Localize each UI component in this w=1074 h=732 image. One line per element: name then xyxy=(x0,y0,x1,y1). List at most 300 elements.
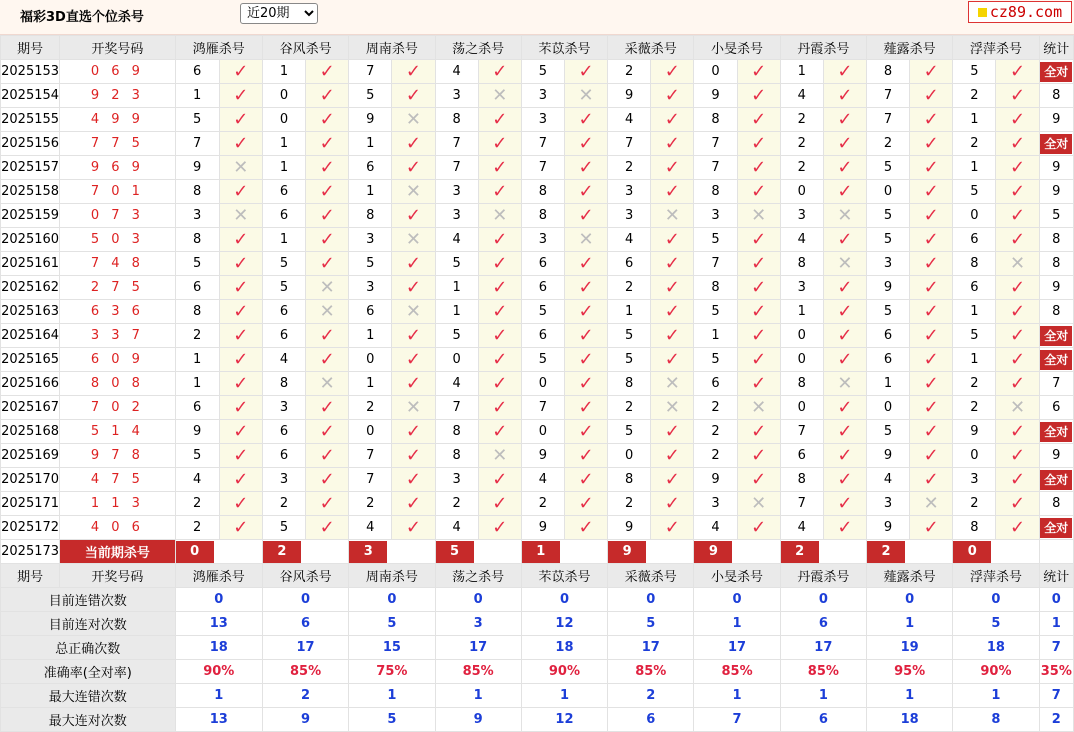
result-mark-cell xyxy=(737,372,780,396)
kill-number-cell: 2 xyxy=(608,492,651,516)
kill-number-cell: 6 xyxy=(694,372,737,396)
column-header: 浮萍杀号 xyxy=(953,36,1039,60)
kill-number-cell: 7 xyxy=(867,108,910,132)
kill-number-cell: 3 xyxy=(435,180,478,204)
check-mark-icon: ✓ xyxy=(233,252,249,274)
result-mark-cell xyxy=(651,252,694,276)
result-mark-cell xyxy=(996,468,1039,492)
table-row xyxy=(1,132,1074,156)
result-mark-cell xyxy=(737,444,780,468)
stat-value: 17 xyxy=(435,636,521,660)
stat-value: 5 xyxy=(349,612,435,636)
stat-cell xyxy=(1039,132,1073,156)
kill-number-cell: 5 xyxy=(694,228,737,252)
kill-number-cell: 2 xyxy=(953,492,996,516)
result-mark-cell xyxy=(996,156,1039,180)
result-mark-cell xyxy=(306,84,349,108)
kill-number-cell: 7 xyxy=(521,396,564,420)
check-mark-icon: ✓ xyxy=(578,60,594,82)
check-mark-icon: ✓ xyxy=(751,300,767,322)
table-row xyxy=(1,516,1074,540)
check-mark-icon: ✓ xyxy=(837,156,853,178)
check-mark-icon: ✓ xyxy=(578,276,594,298)
draw-number-cell: 5 0 3 xyxy=(60,228,175,252)
column-header: 芣苡杀号 xyxy=(521,36,607,60)
result-mark-cell xyxy=(306,276,349,300)
result-mark-cell xyxy=(910,396,953,420)
cross-mark-icon: ✕ xyxy=(492,444,508,466)
page-title: 福彩3D直选个位杀号 xyxy=(20,10,144,25)
period-cell: 2025156 xyxy=(1,132,60,156)
result-mark-cell xyxy=(651,228,694,252)
kill-number-cell: 4 xyxy=(867,468,910,492)
check-mark-icon: ✓ xyxy=(319,60,335,82)
check-mark-icon: ✓ xyxy=(319,204,335,226)
check-mark-icon: ✓ xyxy=(578,420,594,442)
table-row xyxy=(1,156,1074,180)
stat-value: 7 xyxy=(694,708,780,732)
result-mark-cell xyxy=(306,396,349,420)
result-mark-cell xyxy=(996,444,1039,468)
current-kill-number: 9 xyxy=(694,541,732,563)
check-mark-icon: ✓ xyxy=(923,180,939,202)
check-mark-icon: ✓ xyxy=(405,324,421,346)
kill-number-cell: 7 xyxy=(867,84,910,108)
result-mark-cell xyxy=(823,276,866,300)
check-mark-icon: ✓ xyxy=(664,132,680,154)
kill-number-cell: 4 xyxy=(780,84,823,108)
all-correct-badge: 全对 xyxy=(1040,350,1072,370)
all-correct-badge: 全对 xyxy=(1040,326,1072,346)
stat-value: 9 xyxy=(262,708,348,732)
result-mark-cell xyxy=(478,468,521,492)
current-kill-label: 当前期杀号 xyxy=(60,540,175,564)
kill-number-cell: 4 xyxy=(349,516,392,540)
table-row xyxy=(1,300,1074,324)
period-cell: 2025170 xyxy=(1,468,60,492)
result-mark-cell xyxy=(651,516,694,540)
check-mark-icon: ✓ xyxy=(405,252,421,274)
kill-number-cell: 5 xyxy=(953,180,996,204)
check-mark-icon: ✓ xyxy=(578,180,594,202)
stat-value: 2 xyxy=(608,684,694,708)
stat-value: 1 xyxy=(694,684,780,708)
result-mark-cell xyxy=(392,468,435,492)
kill-number-cell: 2 xyxy=(349,492,392,516)
stat-value: 15 xyxy=(349,636,435,660)
result-mark-cell xyxy=(823,492,866,516)
stat-cell: 8 xyxy=(1039,492,1073,516)
check-mark-icon: ✓ xyxy=(837,132,853,154)
stat-value: 0 xyxy=(435,588,521,612)
result-mark-cell xyxy=(478,444,521,468)
kill-number-cell: 7 xyxy=(780,492,823,516)
check-mark-icon: ✓ xyxy=(1009,420,1026,442)
result-mark-cell xyxy=(651,156,694,180)
stat-label: 最大连错次数 xyxy=(1,684,176,708)
column-header: 丹霞杀号 xyxy=(780,564,866,588)
check-mark-icon: ✓ xyxy=(405,468,421,490)
check-mark-icon: ✓ xyxy=(319,84,335,106)
kill-number-cell: 7 xyxy=(608,132,651,156)
result-mark-cell xyxy=(306,420,349,444)
kill-number-cell: 8 xyxy=(262,372,305,396)
period-cell: 2025165 xyxy=(1,348,60,372)
current-kill-number: 3 xyxy=(349,541,387,563)
result-mark-cell xyxy=(478,348,521,372)
check-mark-icon: ✓ xyxy=(664,276,680,298)
result-mark-cell xyxy=(392,420,435,444)
check-mark-icon: ✓ xyxy=(492,156,508,178)
kill-number-cell: 2 xyxy=(608,156,651,180)
check-mark-icon: ✓ xyxy=(233,444,249,466)
kill-number-cell: 3 xyxy=(521,228,564,252)
check-mark-icon: ✓ xyxy=(492,252,508,274)
draw-number-cell: 6 0 9 xyxy=(60,348,175,372)
kill-number-cell: 1 xyxy=(953,300,996,324)
result-mark-cell xyxy=(478,228,521,252)
kill-number-cell: 5 xyxy=(521,348,564,372)
check-mark-icon: ✓ xyxy=(233,372,249,394)
stat-cell xyxy=(1039,468,1073,492)
cross-mark-icon: ✕ xyxy=(405,228,421,250)
kill-number-cell: 5 xyxy=(521,300,564,324)
kill-number-cell: 8 xyxy=(521,180,564,204)
check-mark-icon: ✓ xyxy=(923,132,939,154)
kill-number-cell: 7 xyxy=(435,132,478,156)
check-mark-icon: ✓ xyxy=(837,468,853,490)
stat-cell: 7 xyxy=(1039,372,1073,396)
result-mark-cell xyxy=(823,156,866,180)
draw-number-cell: 1 1 3 xyxy=(60,492,175,516)
kill-number-cell: 1 xyxy=(175,372,219,396)
result-mark-cell xyxy=(737,228,780,252)
kill-number-cell: 3 xyxy=(521,84,564,108)
kill-number-cell: 2 xyxy=(608,276,651,300)
check-mark-icon: ✓ xyxy=(664,516,680,538)
stat-cell xyxy=(1039,324,1073,348)
stat-value: 1 xyxy=(953,684,1039,708)
kill-number-cell: 1 xyxy=(953,348,996,372)
check-mark-icon: ✓ xyxy=(233,468,249,490)
check-mark-icon: ✓ xyxy=(233,108,249,130)
result-mark-cell xyxy=(392,372,435,396)
kill-number-cell: 2 xyxy=(694,420,737,444)
kill-number-cell: 6 xyxy=(175,60,219,84)
kill-number-cell: 8 xyxy=(175,228,219,252)
check-mark-icon: ✓ xyxy=(405,348,421,370)
kill-number-cell: 6 xyxy=(953,276,996,300)
result-mark-cell xyxy=(219,468,262,492)
result-mark-cell xyxy=(564,516,607,540)
kill-number-cell: 7 xyxy=(521,132,564,156)
result-mark-cell xyxy=(478,132,521,156)
period-cell: 2025169 xyxy=(1,444,60,468)
check-mark-icon: ✓ xyxy=(923,348,939,370)
kill-number-cell: 2 xyxy=(435,492,478,516)
table-row xyxy=(1,492,1074,516)
kill-number-cell: 2 xyxy=(608,396,651,420)
check-mark-icon: ✓ xyxy=(664,348,680,370)
kill-number-cell: 4 xyxy=(780,516,823,540)
cross-mark-icon: ✕ xyxy=(664,372,680,394)
check-mark-icon: ✓ xyxy=(492,468,508,490)
stat-value: 35% xyxy=(1039,660,1073,684)
cross-mark-icon: ✕ xyxy=(405,180,421,202)
current-kill-cell xyxy=(262,540,348,564)
result-mark-cell xyxy=(651,84,694,108)
kill-number-cell: 5 xyxy=(867,420,910,444)
stat-value: 7 xyxy=(1039,684,1073,708)
kill-number-cell: 4 xyxy=(521,468,564,492)
kill-number-cell: 2 xyxy=(349,396,392,420)
kill-number-cell: 7 xyxy=(349,60,392,84)
check-mark-icon: ✓ xyxy=(751,60,767,82)
check-mark-icon: ✓ xyxy=(1009,204,1026,226)
draw-number-cell: 7 4 8 xyxy=(60,252,175,276)
period-cell: 2025172 xyxy=(1,516,60,540)
check-mark-icon: ✓ xyxy=(578,108,594,130)
result-mark-cell xyxy=(392,492,435,516)
kill-number-cell: 5 xyxy=(867,228,910,252)
result-mark-cell xyxy=(392,60,435,84)
result-mark-cell xyxy=(306,132,349,156)
kill-number-cell: 8 xyxy=(521,204,564,228)
result-mark-cell xyxy=(651,132,694,156)
check-mark-icon: ✓ xyxy=(233,180,249,202)
kill-number-cell: 1 xyxy=(349,180,392,204)
current-kill-cell xyxy=(521,540,607,564)
result-mark-cell xyxy=(910,108,953,132)
stat-label: 目前连对次数 xyxy=(1,612,176,636)
check-mark-icon: ✓ xyxy=(837,348,853,370)
check-mark-icon: ✓ xyxy=(578,516,594,538)
all-correct-badge: 全对 xyxy=(1040,518,1072,538)
result-mark-cell xyxy=(651,300,694,324)
result-mark-cell xyxy=(910,444,953,468)
result-mark-cell xyxy=(478,180,521,204)
current-kill-number: 5 xyxy=(436,541,474,563)
column-header: 鸿雁杀号 xyxy=(175,36,262,60)
kill-number-cell: 8 xyxy=(435,444,478,468)
kill-number-cell: 7 xyxy=(435,396,478,420)
result-mark-cell xyxy=(392,252,435,276)
check-mark-icon: ✓ xyxy=(233,516,249,538)
check-mark-icon: ✓ xyxy=(664,324,680,346)
check-mark-icon: ✓ xyxy=(664,492,680,514)
kill-number-cell: 3 xyxy=(694,492,737,516)
column-header: 期号 xyxy=(1,36,60,60)
kill-number-cell: 0 xyxy=(521,420,564,444)
kill-number-cell: 7 xyxy=(521,156,564,180)
current-kill-cell xyxy=(780,540,866,564)
result-mark-cell xyxy=(823,516,866,540)
cross-mark-icon: ✕ xyxy=(923,492,939,514)
kill-number-cell: 6 xyxy=(262,180,305,204)
check-mark-icon: ✓ xyxy=(751,348,767,370)
kill-number-cell: 5 xyxy=(175,108,219,132)
kill-number-cell: 6 xyxy=(521,252,564,276)
kill-number-cell: 4 xyxy=(435,60,478,84)
stat-value: 85% xyxy=(608,660,694,684)
check-mark-icon: ✓ xyxy=(319,468,335,490)
result-mark-cell xyxy=(823,60,866,84)
period-select[interactable] xyxy=(240,3,318,24)
kill-number-cell: 6 xyxy=(867,348,910,372)
column-header: 开奖号码 xyxy=(60,564,175,588)
cross-mark-icon: ✕ xyxy=(492,84,508,106)
check-mark-icon: ✓ xyxy=(837,396,853,418)
check-mark-icon: ✓ xyxy=(233,348,249,370)
kill-number-cell: 4 xyxy=(694,516,737,540)
stat-value: 0 xyxy=(867,588,953,612)
result-mark-cell xyxy=(737,84,780,108)
table-row xyxy=(1,180,1074,204)
current-kill-cell xyxy=(349,540,435,564)
result-mark-cell xyxy=(651,180,694,204)
period-cell: 2025160 xyxy=(1,228,60,252)
table-row xyxy=(1,276,1074,300)
check-mark-icon: ✓ xyxy=(319,132,335,154)
stat-value: 17 xyxy=(780,636,866,660)
column-header: 小旻杀号 xyxy=(694,564,780,588)
check-mark-icon: ✓ xyxy=(1009,324,1026,346)
result-mark-cell xyxy=(823,324,866,348)
kill-number-cell: 9 xyxy=(175,420,219,444)
check-mark-icon: ✓ xyxy=(233,60,249,82)
result-mark-cell xyxy=(392,276,435,300)
check-mark-icon: ✓ xyxy=(405,492,421,514)
check-mark-icon: ✓ xyxy=(751,108,767,130)
result-mark-cell xyxy=(737,324,780,348)
check-mark-icon: ✓ xyxy=(923,204,939,226)
kill-number-cell: 8 xyxy=(780,252,823,276)
kill-number-cell: 5 xyxy=(953,60,996,84)
site-logo[interactable] xyxy=(968,1,1072,23)
stat-cell: 8 xyxy=(1039,252,1073,276)
column-header: 荡之杀号 xyxy=(435,564,521,588)
check-mark-icon: ✓ xyxy=(664,420,680,442)
kill-number-cell: 1 xyxy=(349,372,392,396)
stat-cell: 8 xyxy=(1039,228,1073,252)
kill-number-cell: 1 xyxy=(867,372,910,396)
kill-number-cell: 1 xyxy=(780,60,823,84)
result-mark-cell xyxy=(996,204,1039,228)
kill-number-cell: 5 xyxy=(175,444,219,468)
kill-number-cell: 9 xyxy=(867,276,910,300)
kill-number-cell: 8 xyxy=(953,516,996,540)
table-row xyxy=(1,204,1074,228)
stat-value: 7 xyxy=(1039,636,1073,660)
stat-cell: 8 xyxy=(1039,300,1073,324)
kill-number-cell: 7 xyxy=(694,252,737,276)
check-mark-icon: ✓ xyxy=(578,372,594,394)
check-mark-icon: ✓ xyxy=(405,60,421,82)
result-mark-cell xyxy=(219,276,262,300)
stat-value: 0 xyxy=(953,588,1039,612)
stat-value: 90% xyxy=(953,660,1039,684)
result-mark-cell xyxy=(219,516,262,540)
kill-number-cell: 5 xyxy=(349,252,392,276)
stat-row xyxy=(1,636,1074,660)
column-header: 周南杀号 xyxy=(349,564,435,588)
kill-number-cell: 7 xyxy=(694,156,737,180)
result-mark-cell xyxy=(392,132,435,156)
kill-number-cell: 0 xyxy=(780,348,823,372)
result-mark-cell xyxy=(219,300,262,324)
cross-mark-icon: ✕ xyxy=(405,108,421,130)
kill-number-cell: 9 xyxy=(608,84,651,108)
result-mark-cell xyxy=(910,516,953,540)
stat-value: 13 xyxy=(175,708,262,732)
result-mark-cell xyxy=(910,276,953,300)
stat-value: 6 xyxy=(262,612,348,636)
column-header: 周南杀号 xyxy=(349,36,435,60)
stat-cell: 9 xyxy=(1039,276,1073,300)
kill-number-cell: 6 xyxy=(608,252,651,276)
cross-mark-icon: ✕ xyxy=(751,396,767,418)
kill-number-cell: 2 xyxy=(780,108,823,132)
kill-number-cell: 6 xyxy=(349,156,392,180)
column-header: 薤露杀号 xyxy=(867,564,953,588)
logo-text: cz89.com xyxy=(989,3,1063,21)
check-mark-icon: ✓ xyxy=(492,516,508,538)
stat-value: 5 xyxy=(608,612,694,636)
check-mark-icon: ✓ xyxy=(405,156,421,178)
check-mark-icon: ✓ xyxy=(492,180,508,202)
kill-number-cell: 8 xyxy=(780,468,823,492)
kill-number-cell: 1 xyxy=(262,228,305,252)
check-mark-icon: ✓ xyxy=(319,108,335,130)
result-mark-cell xyxy=(564,252,607,276)
kill-number-cell: 8 xyxy=(608,468,651,492)
table-row xyxy=(1,324,1074,348)
kill-number-cell: 4 xyxy=(262,348,305,372)
cross-mark-icon: ✕ xyxy=(578,228,594,250)
check-mark-icon: ✓ xyxy=(233,228,249,250)
result-mark-cell xyxy=(910,372,953,396)
kill-number-cell: 3 xyxy=(262,468,305,492)
check-mark-icon: ✓ xyxy=(1009,468,1026,490)
check-mark-icon: ✓ xyxy=(319,396,335,418)
result-mark-cell xyxy=(306,60,349,84)
period-cell: 2025166 xyxy=(1,372,60,396)
stat-row xyxy=(1,684,1074,708)
kill-number-cell: 9 xyxy=(521,444,564,468)
kill-number-cell: 3 xyxy=(262,396,305,420)
kill-number-cell: 4 xyxy=(435,228,478,252)
stat-value: 6 xyxy=(780,708,866,732)
kill-number-cell: 9 xyxy=(953,420,996,444)
stat-value: 17 xyxy=(608,636,694,660)
check-mark-icon: ✓ xyxy=(319,420,335,442)
check-mark-icon: ✓ xyxy=(578,396,594,418)
draw-number-cell: 0 7 3 xyxy=(60,204,175,228)
stat-value: 18 xyxy=(175,636,262,660)
result-mark-cell xyxy=(737,492,780,516)
check-mark-icon: ✓ xyxy=(319,156,335,178)
result-mark-cell xyxy=(478,516,521,540)
check-mark-icon: ✓ xyxy=(578,132,594,154)
result-mark-cell xyxy=(564,444,607,468)
check-mark-icon: ✓ xyxy=(1009,132,1026,154)
stat-cell: 9 xyxy=(1039,180,1073,204)
result-mark-cell xyxy=(306,492,349,516)
result-mark-cell xyxy=(306,204,349,228)
stat-value: 17 xyxy=(262,636,348,660)
check-mark-icon: ✓ xyxy=(492,132,508,154)
stat-row xyxy=(1,588,1074,612)
